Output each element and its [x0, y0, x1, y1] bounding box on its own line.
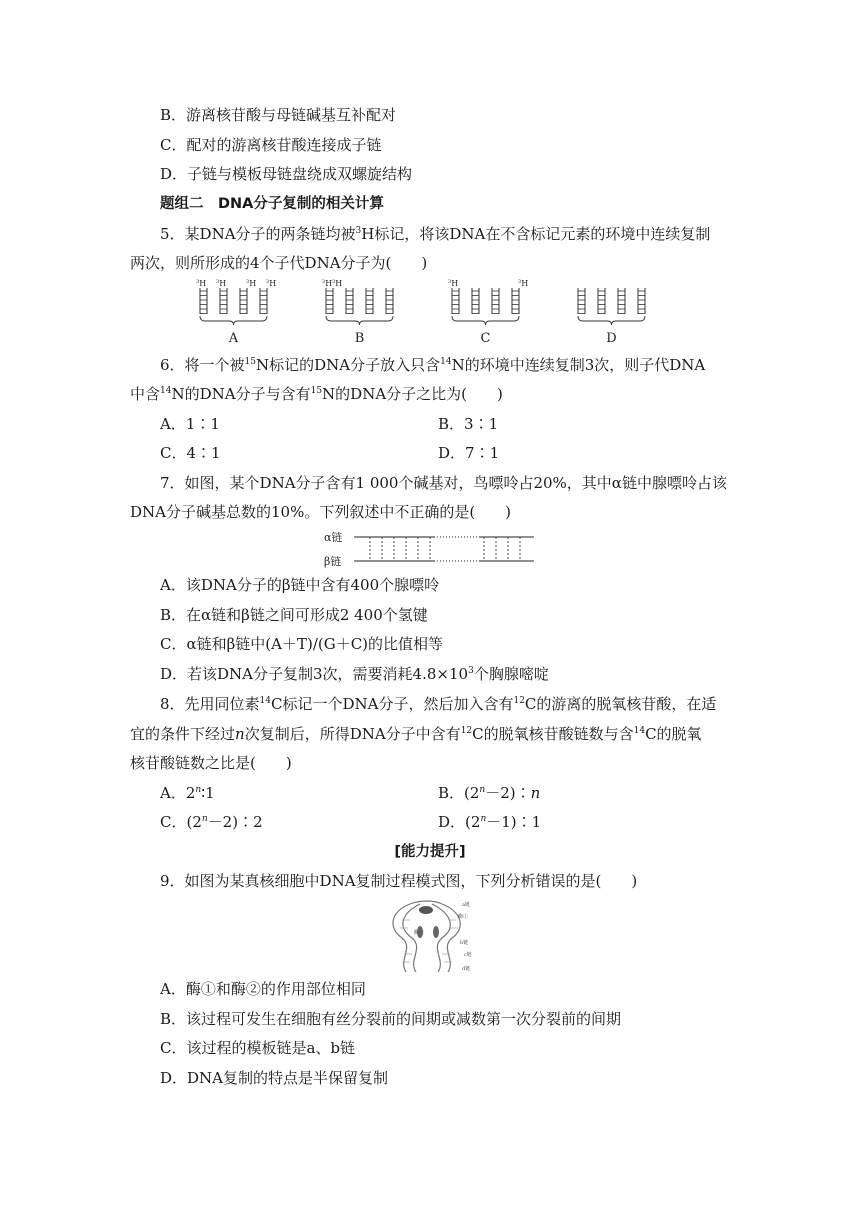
q8-option-b: B．$(2^n-2)∶n$ [438, 784, 541, 802]
q8-option-c: C．$(2^n-2)∶2$ [160, 813, 263, 831]
parental-duplex-top [410, 901, 442, 904]
q7-stem-line2: DNA分子碱基总数的10%。下列叙述中不正确的是( ) [130, 503, 512, 521]
q5-stem-line2: 两次，则所形成的4个子代DNA分子为( ) [130, 254, 428, 272]
q7-option-b: B．在α链和β链之间可形成2 400个氢键 [160, 606, 428, 624]
group2-heading: 题组二 DNA分子复制的相关计算 [160, 196, 384, 212]
base-pair-rungs [370, 537, 520, 561]
tritium-tag: $^3$H [448, 279, 459, 288]
dna-molecule [638, 288, 645, 314]
option-label-a: A [228, 331, 239, 346]
group-brace [452, 316, 519, 325]
q4-option-d: D．子链与模板母链盘绕成双螺旋结构 [160, 165, 413, 183]
dna-molecule [578, 288, 585, 314]
dna-molecule [346, 288, 353, 314]
q9-replication-figure [380, 898, 490, 976]
q8-stem-line3: 核苷酸链数之比是( ) [130, 754, 292, 772]
q9-option-a: A．酶①和酶②的作用部位相同 [160, 980, 366, 998]
q7-option-a: A．该DNA分子的β链中含有400个腺嘌呤 [160, 576, 440, 594]
q9-option-d: D．DNA复制的特点是半保留复制 [160, 1069, 389, 1087]
fig-label-b: b链 [460, 940, 469, 946]
dna-molecule [260, 288, 267, 314]
fig-label-c: c链 [464, 952, 472, 958]
fig-label-enzyme2: 酶② [414, 930, 425, 936]
q9-stem-line1: 9．如图为某真核细胞中DNA复制过程模式图，下列分析错误的是( ) [160, 872, 638, 890]
dna-molecule [492, 288, 499, 314]
dna-molecule [200, 288, 207, 314]
q7-option-d: D．若该DNA分子复制3次，需要消耗$4.8\times 10^3$个胸腺嘧啶 [160, 665, 549, 683]
dna-molecule [326, 288, 333, 314]
tritium-tag: $^3$H [322, 279, 333, 288]
q7-stem-line1: 7．如图，某个DNA分子含有1 000个碱基对，鸟嘌呤占20%，其中α链中腺嘌呤占该 [160, 474, 727, 492]
dna-molecule [220, 288, 227, 314]
dna-molecule [386, 288, 393, 314]
dna-molecule [472, 288, 479, 314]
tritium-tag: $^3$H [266, 279, 277, 288]
q4-option-c: C．配对的游离核苷酸连接成子链 [160, 136, 382, 154]
beta-chain-label: β链 [324, 555, 342, 568]
tritium-tag: $^3$H [332, 279, 343, 288]
fig-label-d: d链 [462, 966, 471, 972]
dna-molecule [512, 288, 519, 314]
group-brace [200, 316, 267, 325]
q8-stem-line1: 8．先用同位素$^{14}$C标记一个DNA分子，然后加入含有$^{12}$C的游离的脱氧核苷酸，在适 [160, 695, 717, 713]
q6-option-d: D．7∶1 [438, 444, 500, 462]
q8-option-a: A．2$^n$∶1 [160, 784, 215, 802]
q6-stem-line2: 中含$^{14}$N的DNA分子与含有$^{15}$N的DNA分子之比为( ) [130, 385, 503, 403]
tritium-tag: $^3$H [246, 279, 257, 288]
fig-label-enzyme1: 酶① [458, 914, 469, 920]
q7-dna-figure [322, 526, 542, 572]
q5-dna-figure [190, 276, 670, 346]
q4-option-b: B．游离核苷酸与母链碱基互补配对 [160, 106, 397, 124]
dna-molecule [452, 288, 459, 314]
q6-option-c: C．4∶1 [160, 444, 221, 462]
enzyme-2-blob-right [433, 926, 439, 938]
q5-stem-line1: 5．某DNA分子的两条链均被$^3$H标记，将该DNA在不含标记元素的环境中连续复制 [160, 225, 711, 243]
dna-molecule [366, 288, 373, 314]
dna-molecule [598, 288, 605, 314]
q6-option-b: B．3∶1 [438, 415, 499, 433]
ability-section-heading: [能力提升] [394, 844, 466, 860]
tritium-tag: $^3$H [518, 279, 529, 288]
q9-option-b: B．该过程可发生在细胞有丝分裂前的间期或减数第一次分裂前的间期 [160, 1010, 622, 1028]
enzyme-1-blob [419, 906, 433, 914]
q6-option-a: A．1∶1 [160, 415, 220, 433]
tritium-tag: $^3$H [196, 279, 207, 288]
fig-label-a: a链 [462, 902, 470, 908]
option-label-d: D [606, 331, 617, 346]
option-label-c: C [480, 331, 491, 346]
option-label-b: B [354, 331, 365, 346]
dna-molecule [618, 288, 625, 314]
q6-stem-line1: 6．将一个被$^{15}$N标记的DNA分子放入只含$^{14}$N的环境中连续复制3次，则子代DNA [160, 356, 706, 374]
alpha-chain-label: α链 [324, 531, 343, 544]
q7-option-c: C．α链和β链中(A＋T)/(G＋C)的比值相等 [160, 635, 444, 653]
dna-molecule [240, 288, 247, 314]
group-brace [578, 316, 645, 325]
q9-option-c: C．该过程的模板链是a、b链 [160, 1039, 356, 1057]
q8-option-d: D．$(2^n-1)∶1$ [438, 813, 542, 831]
q8-stem-line2: 宜的条件下经过n次复制后，所得DNA分子中含有$^{12}$C的脱氧核苷酸链数与含$^{14}$C的脱氧 [130, 725, 702, 743]
group-brace [326, 316, 393, 325]
tritium-tag: $^3$H [216, 279, 227, 288]
